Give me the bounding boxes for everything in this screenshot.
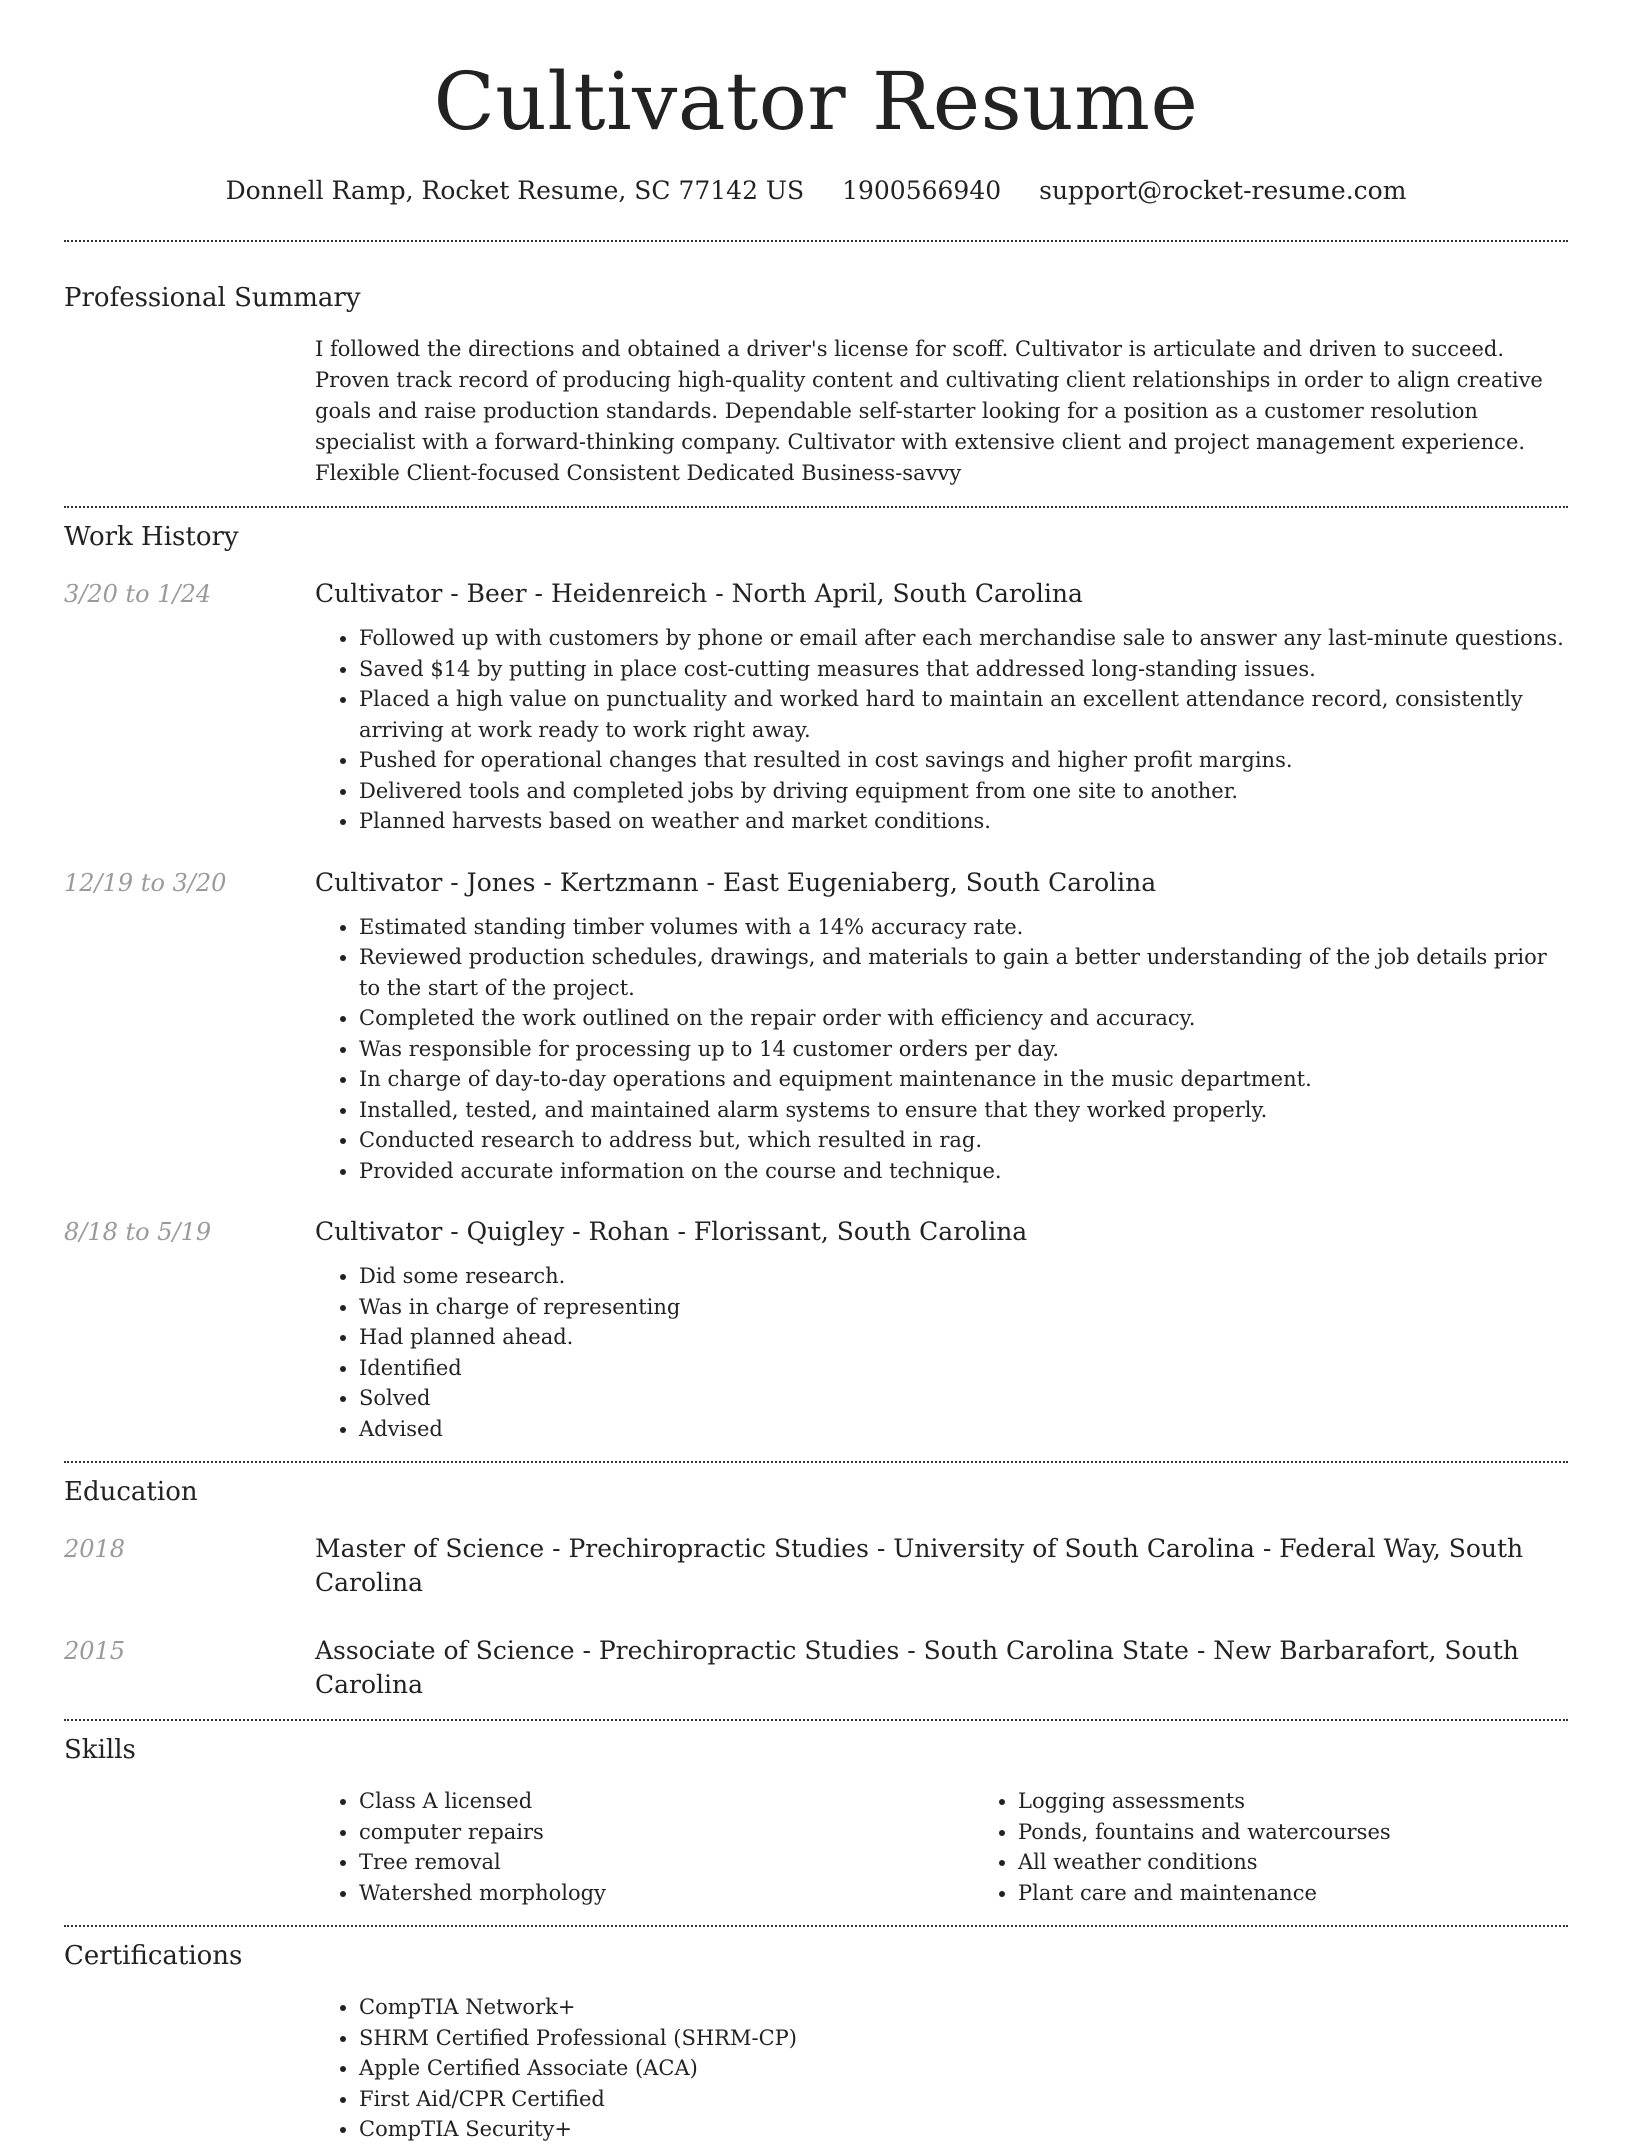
list-item: • Identified — [359, 1353, 1568, 1384]
list-item: • Reviewed production schedules, drawings, and materials to gain a better understanding of the job details prior to the start of the project. — [359, 942, 1568, 1003]
list-item: • SHRM Certified Professional (SHRM-CP) — [359, 2023, 1568, 2054]
resume-page — [64, 0, 1568, 2145]
list-item: • CompTIA Network+ — [359, 1992, 1568, 2023]
list-item: • Delivered tools and completed jobs by driving equipment from one site to another. — [359, 776, 1568, 807]
list-item: • Placed a high value on punctuality and worked hard to maintain an excellent attendance record, consistently arriving at work ready to work right away. — [359, 684, 1568, 745]
skills-column-1 — [315, 1786, 974, 1908]
list-item: • Was in charge of representing — [359, 1292, 1568, 1323]
summary-body — [315, 334, 1568, 489]
contact-line — [64, 174, 1568, 208]
divider — [64, 1461, 1568, 1463]
summary-row — [64, 334, 1568, 489]
education-degree: Master of Science - Prechiropractic Studies — [315, 1534, 869, 1563]
list-item: • Logging assessments — [1018, 1786, 1632, 1817]
education-entry — [64, 1532, 1568, 1600]
certifications-list — [315, 1992, 1568, 2145]
list-item: • Did some research. — [359, 1261, 1568, 1292]
job-entry — [64, 1215, 1568, 1444]
divider — [64, 240, 1568, 242]
skills-row — [64, 1786, 1568, 1908]
education-entry — [64, 1634, 1568, 1702]
job-duties — [315, 912, 1568, 1187]
contact-phone: 1900566940 — [842, 176, 1002, 205]
education-details — [315, 1634, 1568, 1702]
list-item: • Watershed morphology — [359, 1878, 974, 1909]
job-dates: 3/20 to 1/24 — [64, 580, 212, 608]
divider — [64, 1925, 1568, 1927]
list-item: • Completed the work outlined on the repair order with efficiency and accuracy. — [359, 1003, 1568, 1034]
contact-address: Donnell Ramp, Rocket Resume, SC 77142 US — [225, 176, 805, 205]
list-item: • All weather conditions — [1018, 1847, 1632, 1878]
education-heading: Education — [64, 1477, 198, 1507]
job-duties — [315, 1261, 1568, 1444]
job-title: Cultivator - Beer - Heidenreich - North April, South Carolina — [315, 579, 1083, 608]
certifications-row — [64, 1992, 1568, 2145]
list-item: • Class A licensed — [359, 1786, 974, 1817]
summary-text: I followed the directions and obtained a driver's license for scoff. Cultivator is articulate and driven to succeed. Proven track record of producing high-quality content and cultivating client relationships in order to align creative goals and raise production standards. Dependable self-starter looking for a position as a customer resolution specialist with a forward-thinking company. Cultivator with extensive client and project management experience. Flexible Client-focused Consistent Dedicated Business-savvy — [315, 337, 1543, 485]
job-dates: 8/18 to 5/19 — [64, 1218, 212, 1246]
education-year: 2018 — [64, 1535, 126, 1563]
list-item: • Provided accurate information on the course and technique. — [359, 1156, 1568, 1187]
list-item: • Estimated standing timber volumes with a 14% accuracy rate. — [359, 912, 1568, 943]
education-school: - South Carolina State - New Barbarafort, South Carolina — [315, 1636, 1519, 1699]
work-section — [64, 519, 1568, 1444]
list-item: • First Aid/CPR Certified — [359, 2084, 1568, 2115]
list-item: • Installed, tested, and maintained alarm systems to ensure that they worked properly. — [359, 1095, 1568, 1126]
list-item: • Pushed for operational changes that resulted in cost savings and higher profit margins. — [359, 745, 1568, 776]
list-item: • Solved — [359, 1383, 1568, 1414]
list-item: • Was responsible for processing up to 14 customer orders per day. — [359, 1034, 1568, 1065]
list-item: • Saved $14 by putting in place cost-cutting measures that addressed long-standing issues. — [359, 654, 1568, 685]
job-body — [315, 866, 1568, 1187]
summary-section — [64, 280, 1568, 489]
skills-columns — [315, 1786, 1632, 1908]
list-item: • Followed up with customers by phone or email after each merchandise sale to answer any last-minute questions. — [359, 623, 1568, 654]
skills-heading: Skills — [64, 1735, 136, 1765]
job-entry — [64, 577, 1568, 837]
education-degree: Associate of Science - Prechiropractic Studies — [315, 1636, 900, 1665]
work-heading: Work History — [64, 522, 239, 552]
list-item: • Planned harvests based on weather and market conditions. — [359, 806, 1568, 837]
job-title: Cultivator - Quigley - Rohan - Florissant, South Carolina — [315, 1217, 1028, 1246]
certifications-body — [315, 1992, 1568, 2145]
list-item: • Conducted research to address but, which resulted in rag. — [359, 1125, 1568, 1156]
list-item: • Apple Certified Associate (ACA) — [359, 2053, 1568, 2084]
summary-heading: Professional Summary — [64, 283, 361, 313]
job-title: Cultivator - Jones - Kertzmann - East Eugeniaberg, South Carolina — [315, 867, 1157, 897]
contact-email: support@rocket-resume.com — [1039, 176, 1407, 205]
education-school: - University of South Carolina - Federal Way, South Carolina — [315, 1534, 1524, 1597]
job-body — [315, 1215, 1568, 1444]
list-item: • computer repairs — [359, 1817, 974, 1848]
skills-column-2 — [974, 1786, 1632, 1908]
job-duties — [315, 623, 1568, 837]
list-item: • Ponds, fountains and watercourses — [1018, 1817, 1632, 1848]
list-item: • In charge of day-to-day operations and equipment maintenance in the music department. — [359, 1064, 1568, 1095]
job-dates: 12/19 to 3/20 — [64, 868, 227, 897]
skills-section — [64, 1732, 1568, 1908]
certifications-heading: Certifications — [64, 1941, 243, 1971]
job-entry — [64, 866, 1568, 1187]
divider — [64, 506, 1568, 508]
list-item: • Tree removal — [359, 1847, 974, 1878]
list-item: • CompTIA Security+ — [359, 2114, 1568, 2145]
list-item: • Had planned ahead. — [359, 1322, 1568, 1353]
list-item: • Advised — [359, 1414, 1568, 1445]
education-details — [315, 1532, 1568, 1600]
education-year: 2015 — [64, 1637, 126, 1665]
job-body — [315, 577, 1568, 837]
education-section — [64, 1474, 1568, 1702]
certifications-section — [64, 1938, 1568, 2145]
list-item: • Plant care and maintenance — [1018, 1878, 1632, 1909]
resume-title: Cultivator Resume — [433, 55, 1199, 148]
divider — [64, 1719, 1568, 1721]
